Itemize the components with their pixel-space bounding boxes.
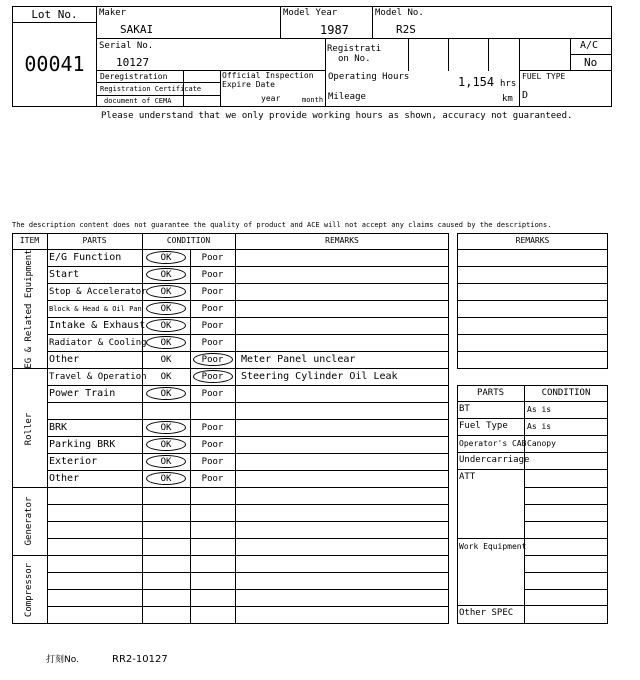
part-name: Power Train [49, 388, 116, 399]
ok-circle-mark [146, 438, 186, 451]
ok-circle-mark [146, 472, 186, 485]
ok-option: OK [160, 456, 172, 467]
ok-circle-mark [146, 421, 186, 434]
km-unit: km [502, 94, 513, 104]
poor-option: Poor [201, 286, 224, 297]
part-name: Block & Head & Oil Pan [49, 304, 142, 313]
table-row [47, 266, 449, 283]
ok-circle-mark [146, 268, 186, 281]
poor-option: Poor [201, 456, 224, 467]
table-row [47, 419, 449, 436]
fuel-type-row-label: Fuel Type [459, 421, 508, 431]
ok-option: OK [160, 337, 172, 348]
ok-option: OK [160, 252, 172, 263]
stamp-value: RR2-10127 [112, 654, 168, 665]
cab-value: Canopy [527, 439, 556, 448]
poor-option: Poor [201, 337, 224, 348]
ok-circle-mark [146, 319, 186, 332]
part-name: Stop & Accelerator [49, 286, 147, 297]
poor-option: Poor [201, 388, 224, 399]
part-name: Other [49, 354, 80, 365]
maker-label: Maker [99, 8, 127, 18]
ok-circle-mark [146, 336, 186, 349]
ok-option: OK [160, 439, 172, 450]
poor-option: Poor [201, 320, 224, 331]
ok-option: OK [160, 269, 172, 280]
part-name: Parking BRK [49, 439, 116, 450]
ac-value: No [584, 56, 598, 69]
fuel-type-value: D [522, 90, 529, 101]
part-name: Other [49, 473, 80, 484]
deregistration-label: Deregistration [100, 72, 168, 81]
ok-option: OK [160, 320, 172, 331]
poor-option: Poor [201, 269, 224, 280]
poor-circle-mark [193, 370, 233, 383]
hours-notice: Please understand that we only provide working hours as shown, accuracy not guaranteed. [101, 111, 573, 121]
group-generator-label: Generator [24, 496, 34, 546]
bt-label: BT [459, 404, 470, 414]
poor-circle-mark [193, 353, 233, 366]
ok-circle-mark [146, 251, 186, 264]
serial-label: Serial No. [99, 41, 154, 51]
model-year-value: 1987 [320, 23, 349, 37]
right-remarks-header: REMARKS [515, 236, 550, 245]
year-label: year [261, 94, 281, 103]
maker-value: SAKAI [120, 23, 154, 36]
poor-option: Poor [201, 303, 224, 314]
ok-circle-mark [146, 302, 186, 315]
ok-circle-mark [146, 455, 186, 468]
disclaimer: The description content does not guarantee the quality of product and ACE will not accept any claims caused by the descriptions. [12, 221, 552, 229]
condition-header: CONDITION [166, 236, 211, 245]
hrs-unit: hrs [500, 79, 517, 89]
group-compressor-label: Compressor [24, 562, 34, 618]
poor-option: Poor [201, 439, 224, 450]
part-name: Exterior [49, 456, 98, 467]
registration-label-1: Registrati [327, 44, 382, 54]
att-label: ATT [459, 472, 476, 482]
part-name: Intake & Exhaust [49, 320, 146, 331]
poor-option: Poor [201, 371, 224, 382]
table-row [47, 453, 449, 470]
lot-number: 00041 [24, 52, 85, 76]
remark-text: Steering Cylinder Oil Leak [241, 371, 398, 382]
bt-value: As is [527, 405, 552, 414]
ok-option: OK [160, 371, 172, 382]
lot-label: Lot No. [31, 8, 78, 21]
item-header: ITEM [19, 236, 40, 245]
group-roller-label: Roller [24, 412, 34, 446]
poor-option: Poor [201, 354, 224, 365]
registration-label-2: on No. [338, 54, 371, 64]
inspection-label-1: Official Inspection [222, 71, 314, 80]
poor-option: Poor [201, 252, 224, 263]
part-name: Start [49, 269, 80, 280]
serial-value: 10127 [116, 56, 150, 69]
ok-option: OK [160, 286, 172, 297]
part-name: BRK [49, 422, 68, 433]
table-row [47, 470, 449, 487]
ok-circle-mark [146, 387, 186, 400]
operating-hours-value: 1,154 [458, 75, 495, 89]
remarks-header: REMARKS [325, 236, 359, 245]
fuel-type-row-value: As is [527, 422, 552, 431]
ac-label: A/C [580, 40, 599, 51]
table-row [47, 402, 449, 419]
cema-document-label: document of CEMA [104, 97, 172, 105]
model-no-value: R2S [396, 23, 416, 36]
model-no-label: Model No. [375, 8, 424, 18]
inspection-label-2: Expire Date [222, 80, 275, 89]
fuel-type-label: FUEL TYPE [522, 72, 566, 81]
registration-certificate-label: Registration Certificate [100, 85, 202, 93]
part-name: Travel & Operation [49, 371, 147, 382]
poor-option: Poor [201, 422, 224, 433]
right-condition-header: CONDITION [541, 388, 591, 398]
work-equipment-label: Work Equipment [459, 542, 527, 551]
month-label: month [302, 96, 324, 104]
cab-label: Operator's CAB [459, 439, 527, 448]
ok-option: OK [160, 388, 172, 399]
ok-option: OK [160, 354, 172, 365]
right-parts-header: PARTS [476, 388, 505, 398]
ok-option: OK [160, 473, 172, 484]
ok-option: OK [160, 422, 172, 433]
ok-circle-mark [146, 285, 186, 298]
stamp-label: 打刻No. [46, 655, 79, 665]
ok-option: OK [160, 303, 172, 314]
model-year-label: Model Year [283, 8, 338, 18]
group-eg-label: EG & Related Equipment [24, 249, 34, 369]
parts-header: PARTS [82, 236, 107, 245]
undercarriage-label: Undercarriage [459, 455, 530, 465]
remark-text: Meter Panel unclear [241, 354, 356, 365]
operating-hours-label: Operating Hours [328, 72, 410, 82]
other-spec-label: Other SPEC [459, 608, 514, 618]
poor-option: Poor [201, 473, 224, 484]
part-name: Radiator & Cooling [49, 337, 147, 348]
part-name: E/G Function [49, 252, 122, 263]
mileage-label: Mileage [328, 92, 366, 102]
